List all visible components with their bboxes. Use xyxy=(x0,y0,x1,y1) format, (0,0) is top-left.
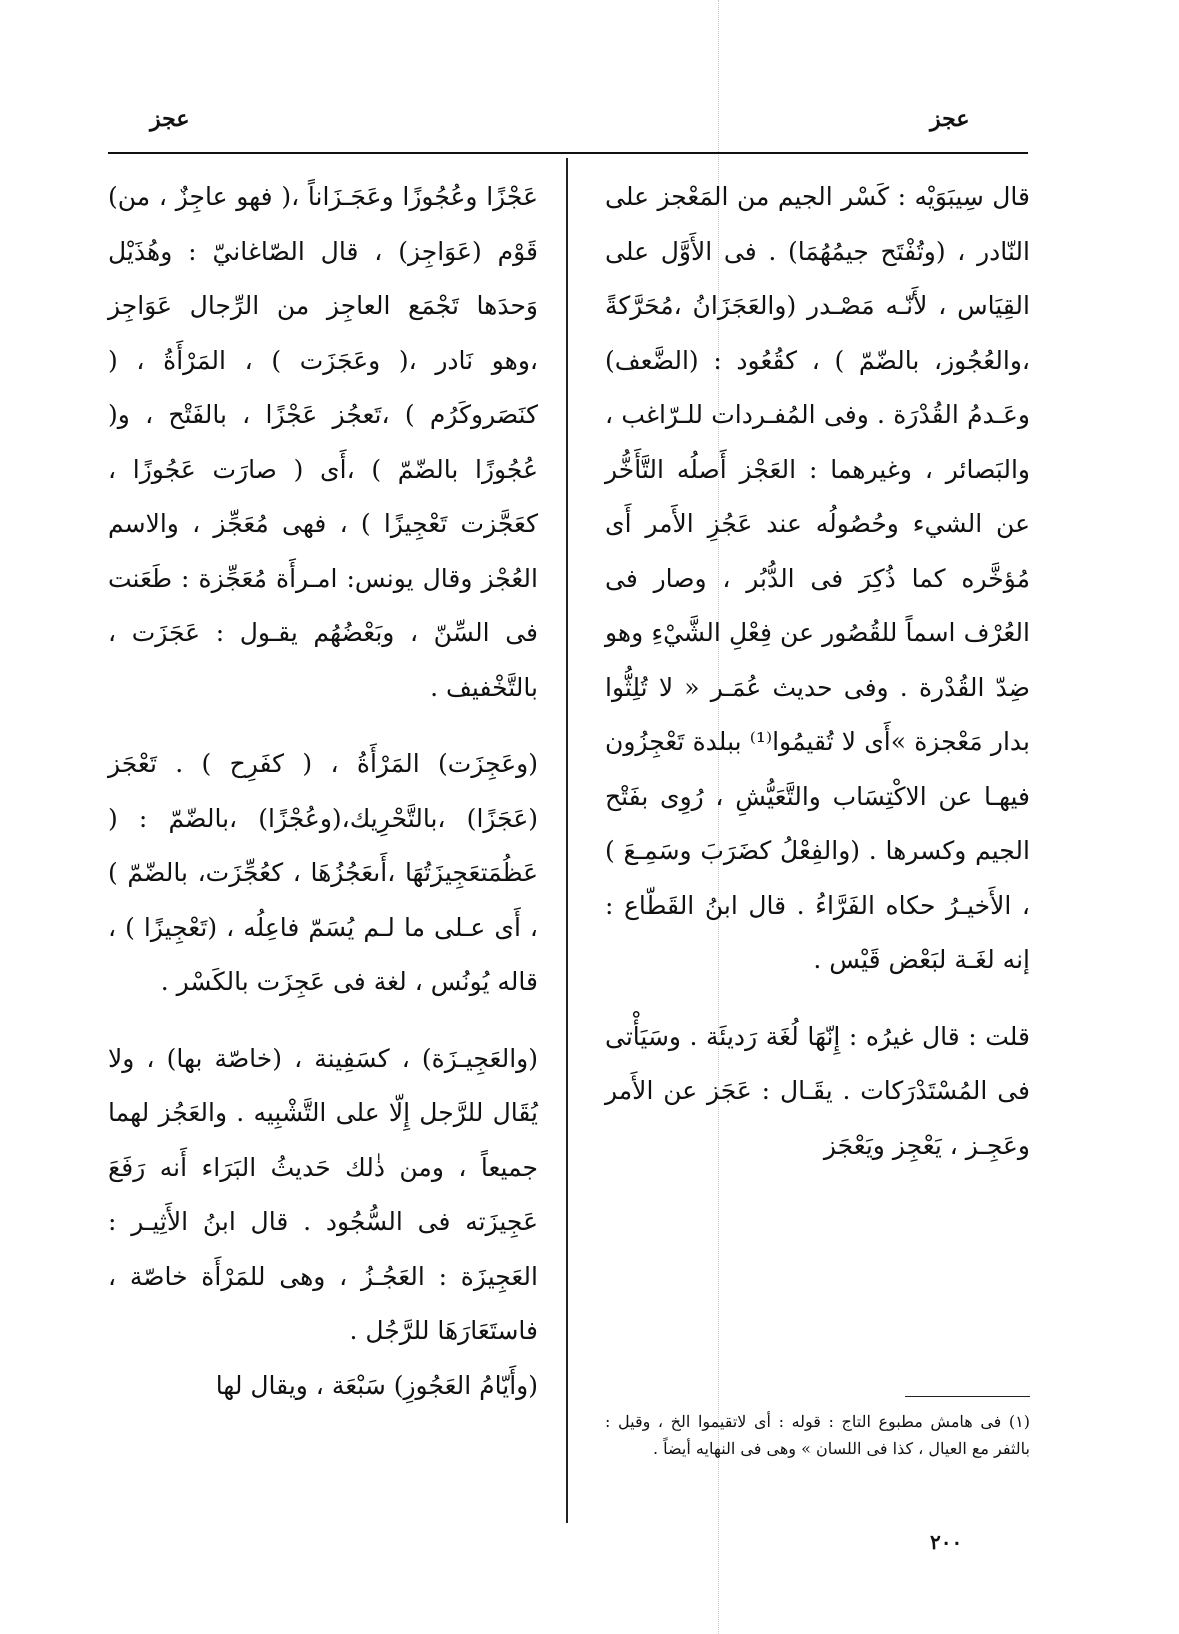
right-column xyxy=(605,170,1030,1173)
footnote-rule xyxy=(905,1396,1030,1397)
left-column xyxy=(108,170,538,1413)
left-paragraph-3: (والعَجِيـزَة) ، كسَفِينة ، (خاصّة بها) ، ولا يُقَال للرَّجل إِلّا على التَّشْبِيه . والعَجُز لهما جميعاً ، ومن ذٰلك حَديثُ البَرَاء أَنه رَفَعَ عَجِيزَته فى السُّجُود . قال ابنُ الأَثِيـر : العَجِيزَة : العَجُـزُ ، وهى للمَرْأَة خاصّة ، فاستَعَارَهَا للرَّجُل . xyxy=(108,1043,538,1345)
running-head-left: عجز xyxy=(150,106,190,132)
header-rule xyxy=(108,152,1028,154)
right-paragraph-2: قلت : قال غيرُه : إِنّهَا لُغَة رَديئَة . وسَيَأْتى فى المُسْتَدْرَكات . يقَـال : عَجَز عن الأَمر وعَجِـز ، يَعْجِز ويَعْجَز xyxy=(605,1021,1030,1160)
left-paragraph-1: عَجْزًا وعُجُوزًا وعَجَـزَاناً ،( فهو عاجِزٌ ، من) قَوْم (عَوَاجِز) ، قال الصّاغانيّ : وهُذَيْل وَحدَها تَجْمَع العاجِز من الرِّجال عَوَاجِز ،وهو نَادر ،( وعَجَزَت ) ، المَرْأَةُ ، ( كنَصَروكَرُم ) ،تَعجُز عَجْزًا ، بالفَتْح ، و( عُجُوزًا بالضّمّ ) ،أَى ( صارَت عَجُوزًا ، كعَجَّزت تَعْجِيزًا ) ، فهى مُعَجِّز ، والاسم العُجْز وقال يونس: امـرأَة مُعَجِّزة : طَعَنت فى السِّنّ ، وبَعْضُهُم يقـول : عَجَزَت ، بالتَّخْفيف . xyxy=(108,182,538,702)
page-number: ٢٠٠ xyxy=(930,1530,963,1554)
left-paragraph-4: (وأَيّامُ العَجُوزِ) سَبْعَة ، ويقال لها xyxy=(215,1370,538,1400)
column-divider xyxy=(566,158,568,1523)
running-head-right: عجز xyxy=(930,106,970,132)
footnote: (١) فى هامش مطبوع التاج : قوله : أى لاتقيموا الخ ، وقيل : بالثفر مع العيال ، كذا فى اللسان » وهى فى النهايه أيضاً . xyxy=(605,1412,1030,1458)
left-paragraph-2: (وعَجِزَت) المَرْأَةُ ، ( كفَرِح ) . تَعْجَز (عَجَزًا) ،بالتَّحْرِيك،(وعُجْزًا) ،بالضّمّ : ( عَظُمَتعَجِيزَتُهَا ،أَىعَجُزُهَا ، كعُجِّزَت، بالضّمّ ) ، أَى عـلى ما لـم يُسَمّ فاعِلُه ، (تَعْجِيزًا ) ، قاله يُونُس ، لغة فى عَجِزَت بالكَسْر . xyxy=(108,749,538,996)
right-paragraph-1: قال سِيبَوَيْه : كَسْر الجيم من المَعْجز على النّادر ، (وتُفْتَح جيمُهُمَا) . فى الأَوَّل على القِيَاس ، لأَنّـه مَصْـدر (والعَجَزَانُ ،مُحَرَّكةً ،والعُجُوز، بالضّمّ ) ، كقُعُود : (الضَّعف) وعَـدمُ القُدْرَة . وفى المُفـردات للـرّاغب ، والبَصائر ، وغيرهما : العَجْز أَصلُه التَّأَخُّر عن الشيء وحُصُولُه عند عَجُزِ الأَمر أَى مُؤخَّره كما ذُكِرَ فى الدُّبُر ، وصار فى العُرْف اسماً للقُصُور عن فِعْلِ الشَّيْءِ وهو ضِدّ القُدْرة . وفى حديث عُمَـر « لا تُلِثُّوا بدار مَعْجزة »أَى لا تُقيمُوا⁽¹⁾ ببلدة تَعْجِزُون فيهـا عن الاكْتِسَاب والتَّعَيُّشِ ، رُوِى بفَتْح الجيم وكسرها . (والفِعْلُ كضَرَبَ وسَمِـعَ ) ، الأَخيـرُ حكاه الفَرَّاءُ . قال ابنُ القَطّاع : إنه لغَـة لبَعْض قَيْس . xyxy=(605,182,1030,974)
